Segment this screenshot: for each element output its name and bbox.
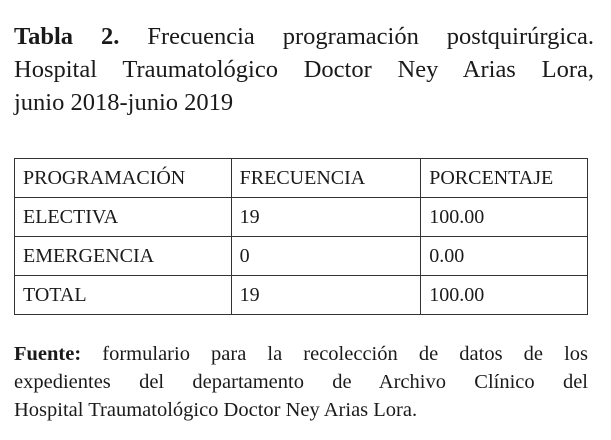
cell-porcentaje: 0.00 [421,237,588,276]
source-label: Fuente: [14,343,82,365]
table-row-total [15,276,588,315]
cell-programacion: EMERGENCIA [15,237,232,276]
cell-frecuencia: 0 [231,237,421,276]
caption-line-2: Hospital Traumatológico Doctor Ney Arias Lora, [14,56,594,83]
source-note [14,340,588,424]
data-table [14,158,588,315]
header-frecuencia: FRECUENCIA [231,159,421,198]
source-line-2: expedientes del departamento de Archivo Clínico del [14,371,588,393]
table-row [15,198,588,237]
caption-line-1 [14,20,594,53]
caption-line-3: junio 2018-junio 2019 [14,89,234,116]
source-line-1 [14,340,588,368]
cell-porcentaje: 100.00 [421,276,588,315]
cell-frecuencia: 19 [231,198,421,237]
table-header-row [15,159,588,198]
header-porcentaje: PORCENTAJE [421,159,588,198]
cell-programacion: TOTAL [15,276,232,315]
table-row [15,237,588,276]
cell-porcentaje: 100.00 [421,198,588,237]
header-programacion: PROGRAMACIÓN [15,159,232,198]
source-line-3: Hospital Traumatológico Doctor Ney Arias Lora. [14,399,418,421]
source-text-1: formulario para la recolección de datos de los [102,343,588,365]
caption-title: Frecuencia programación postquirúrgica. [147,23,594,50]
cell-frecuencia: 19 [231,276,421,315]
caption-label: Tabla 2. [14,23,120,50]
table-caption [14,20,594,119]
cell-programacion: ELECTIVA [15,198,232,237]
